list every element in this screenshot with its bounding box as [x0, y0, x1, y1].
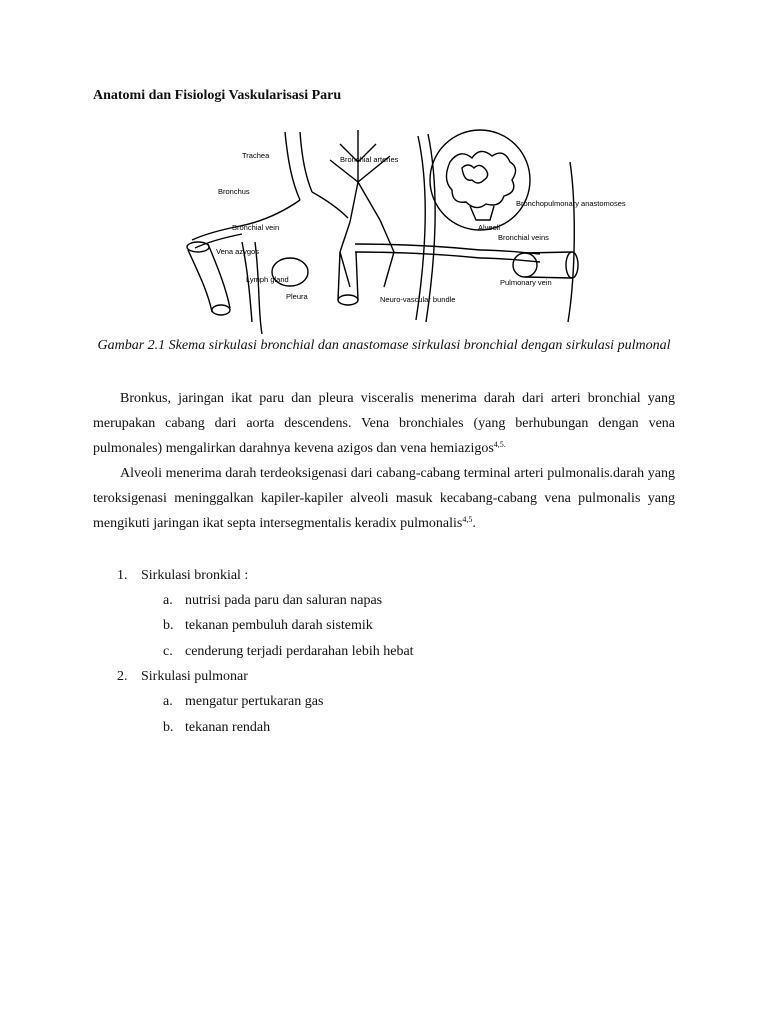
alveoli-cluster-shape	[430, 130, 530, 230]
neurovascular-bundle-shape	[338, 252, 358, 300]
label-bronchial-vein: Bronchial vein	[232, 223, 280, 232]
label-bronchus: Bronchus	[218, 187, 250, 196]
figure-diagram	[180, 122, 626, 334]
paragraph-1-citation: 4,5.	[493, 440, 506, 449]
list-subitem: b. tekanan pembuluh darah sistemik	[163, 618, 373, 633]
list-item-2	[117, 667, 248, 687]
trachea-shape	[285, 132, 312, 200]
bronchus-shape	[240, 192, 348, 226]
list-subitem: c. cenderung terjadi perdarahan lebih hebat	[163, 644, 414, 659]
list-subitem: a. nutrisi pada paru dan saluran napas	[163, 593, 383, 608]
list-subitem-label: mengatur pertukaran gas	[185, 694, 324, 709]
list-item-label: Sirkulasi bronkial :	[141, 568, 249, 583]
list-marker: 1.	[117, 568, 128, 583]
bronchial-circulation-diagram	[180, 122, 626, 334]
paragraph-2-citation: 4,5	[462, 515, 473, 524]
pulmonary-vein-shape	[513, 253, 537, 277]
label-vena-azygos: Vena azygos	[216, 247, 259, 256]
list-subitem-label: cenderung terjadi perdarahan lebih hebat	[185, 644, 414, 659]
list-item-label: Sirkulasi pulmonar	[141, 669, 248, 684]
paragraph-1-text: Bronkus, jaringan ikat paru dan pleura visceralis menerima darah dari arteri bronchial yang merupakan cabang dari aorta descendens. Vena bronchiales (yang berhubungan dengan vena pulmonales) mengalirkan darahnya kevena azigos dan vena hemiazigos	[93, 391, 675, 456]
label-neurovascular-bundle: Neuro-vascular bundle	[380, 295, 456, 304]
list-subitem: b. tekanan rendah	[163, 720, 271, 735]
label-trachea: Trachea	[242, 151, 270, 160]
label-alveoli: Alveoli	[478, 223, 501, 232]
list-subitem-label: tekanan pembuluh darah sistemik	[185, 618, 373, 633]
list-item-1	[117, 566, 248, 586]
paragraph-2-text: Alveoli menerima darah terdeoksigenasi dari cabang-cabang terminal arteri pulmonalis.darah yang teroksigenasi meninggalkan kapiler-kapiler alveoli masuk kecabang-cabang vena pulmonalis yang mengikuti jaringan ikat septa intersegmentalis keradix pulmonalis	[93, 466, 675, 531]
list-marker: 2.	[117, 669, 128, 684]
figure-caption: Gambar 2.1 Skema sirkulasi bronchial dan anastomase sirkulasi bronchial dengan sirkulasi pulmonal	[97, 338, 671, 353]
list-subitem-label: tekanan rendah	[185, 720, 271, 735]
label-bronchopulmonary-anastomoses: Bronchopulmonary anastomoses	[516, 199, 626, 208]
label-lymph-gland: Lymph gland	[246, 275, 289, 284]
page-title: Anatomi dan Fisiologi Vaskularisasi Paru	[93, 88, 342, 103]
label-pleura: Pleura	[286, 292, 308, 301]
label-pulmonary-vein: Pulmonary vein	[500, 278, 552, 287]
list-subitem: a. mengatur pertukaran gas	[163, 694, 324, 709]
list-subitem-label: nutrisi pada paru dan saluran napas	[185, 593, 383, 608]
label-bronchial-veins: Bronchial veins	[498, 233, 549, 242]
paragraph-1	[93, 386, 675, 461]
bronchial-arteries-shape	[330, 130, 390, 222]
paragraph-2: Alveoli menerima darah terdeoksigenasi dari cabang-cabang terminal arteri pulmonalis.darah yang teroksigenasi meninggalkan kapiler-kapiler alveoli masuk kecabang-cabang vena pulmonalis yang mengikuti jaringan ikat septa intersegmentalis keradix pulmonalis$^{4,5}$.	[93, 466, 675, 531]
label-bronchial-arteries: Bronchial arteries	[340, 155, 399, 164]
